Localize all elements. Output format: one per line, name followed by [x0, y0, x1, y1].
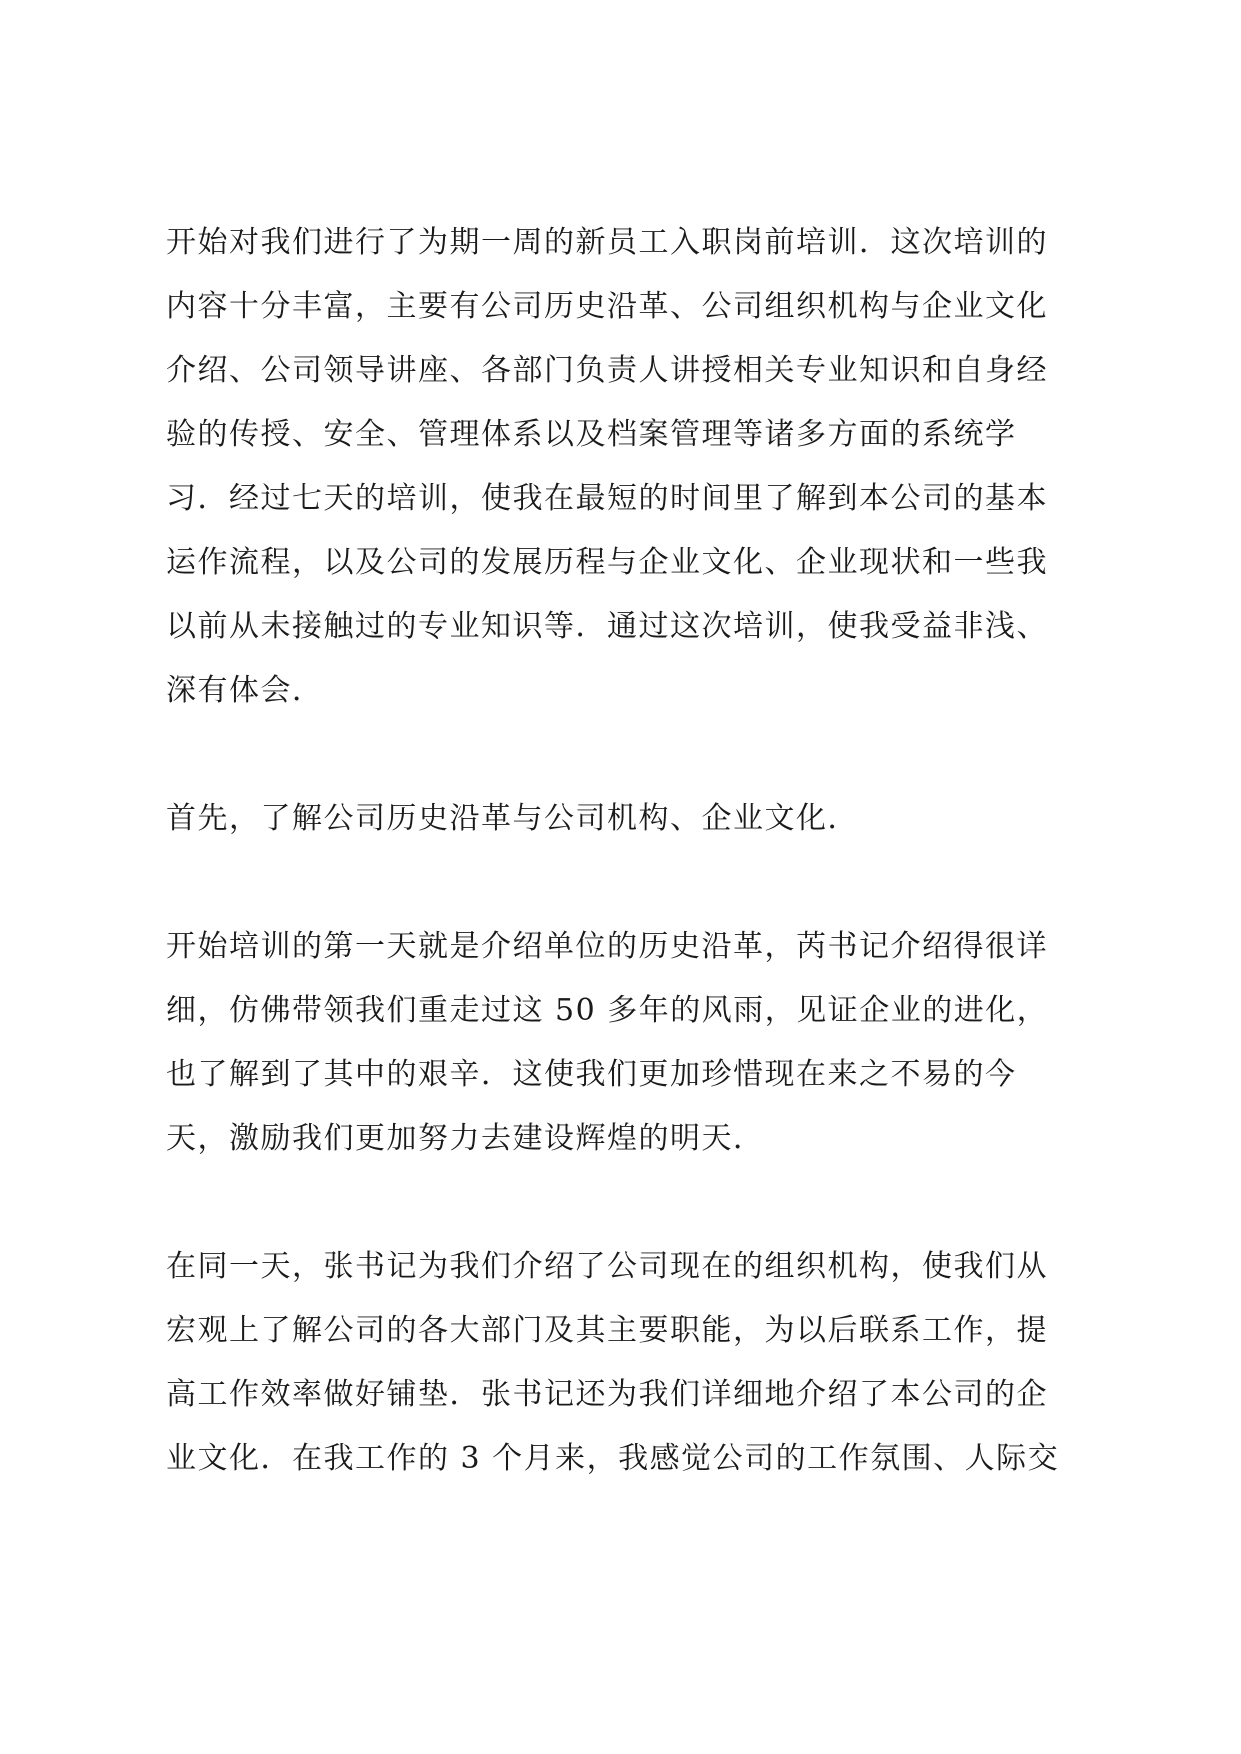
paragraph-history	[166, 926, 1096, 1159]
paragraph-training-overview	[166, 222, 1096, 711]
text-line: 在同一天，张书记为我们介绍了公司现在的组织机构，使我们从	[166, 1249, 1048, 1284]
text-line: 宏观上了解公司的各大部门及其主要职能，为以后联系工作，提	[166, 1313, 1048, 1348]
text-line: 开始对我们进行了为期一周的新员工入职岗前培训．这次培训的	[166, 225, 1048, 260]
text-line: 业文化．在我工作的 3 个月来，我感觉公司的工作氛围、人际交	[166, 1441, 1060, 1476]
text-line: 习．经过七天的培训，使我在最短的时间里了解到本公司的基本	[166, 481, 1048, 516]
document-body	[166, 222, 1096, 1502]
text-line: 细，仿佛带领我们重走过这 50 多年的风雨，见证企业的进化，	[166, 993, 1049, 1028]
text-line: 深有体会．	[166, 673, 324, 708]
text-line: 运作流程，以及公司的发展历程与企业文化、企业现状和一些我	[166, 545, 1048, 580]
text-line: 高工作效率做好铺垫．张书记还为我们详细地介绍了本公司的企	[166, 1377, 1048, 1412]
text-line: 也了解到了其中的艰辛．这使我们更加珍惜现在来之不易的今	[166, 1057, 1017, 1092]
paragraph-organization	[166, 1246, 1096, 1479]
text-line: 验的传授、安全、管理体系以及档案管理等诸多方面的系统学	[166, 417, 1017, 452]
section-heading-line: 首先，了解公司历史沿革与公司机构、企业文化．	[166, 801, 859, 836]
paragraph-spacer	[166, 862, 1096, 903]
paragraph-spacer	[166, 734, 1096, 775]
text-line: 内容十分丰富，主要有公司历史沿革、公司组织机构与企业文化	[166, 289, 1048, 324]
text-line: 以前从未接触过的专业知识等．通过这次培训，使我受益非浅、	[166, 609, 1048, 644]
text-line: 天，激励我们更加努力去建设辉煌的明天．	[166, 1121, 765, 1156]
text-line: 开始培训的第一天就是介绍单位的历史沿革，芮书记介绍得很详	[166, 929, 1048, 964]
paragraph-section-heading	[166, 798, 1096, 839]
text-line: 介绍、公司领导讲座、各部门负责人讲授相关专业知识和自身经	[166, 353, 1048, 388]
paragraph-spacer	[166, 1182, 1096, 1223]
